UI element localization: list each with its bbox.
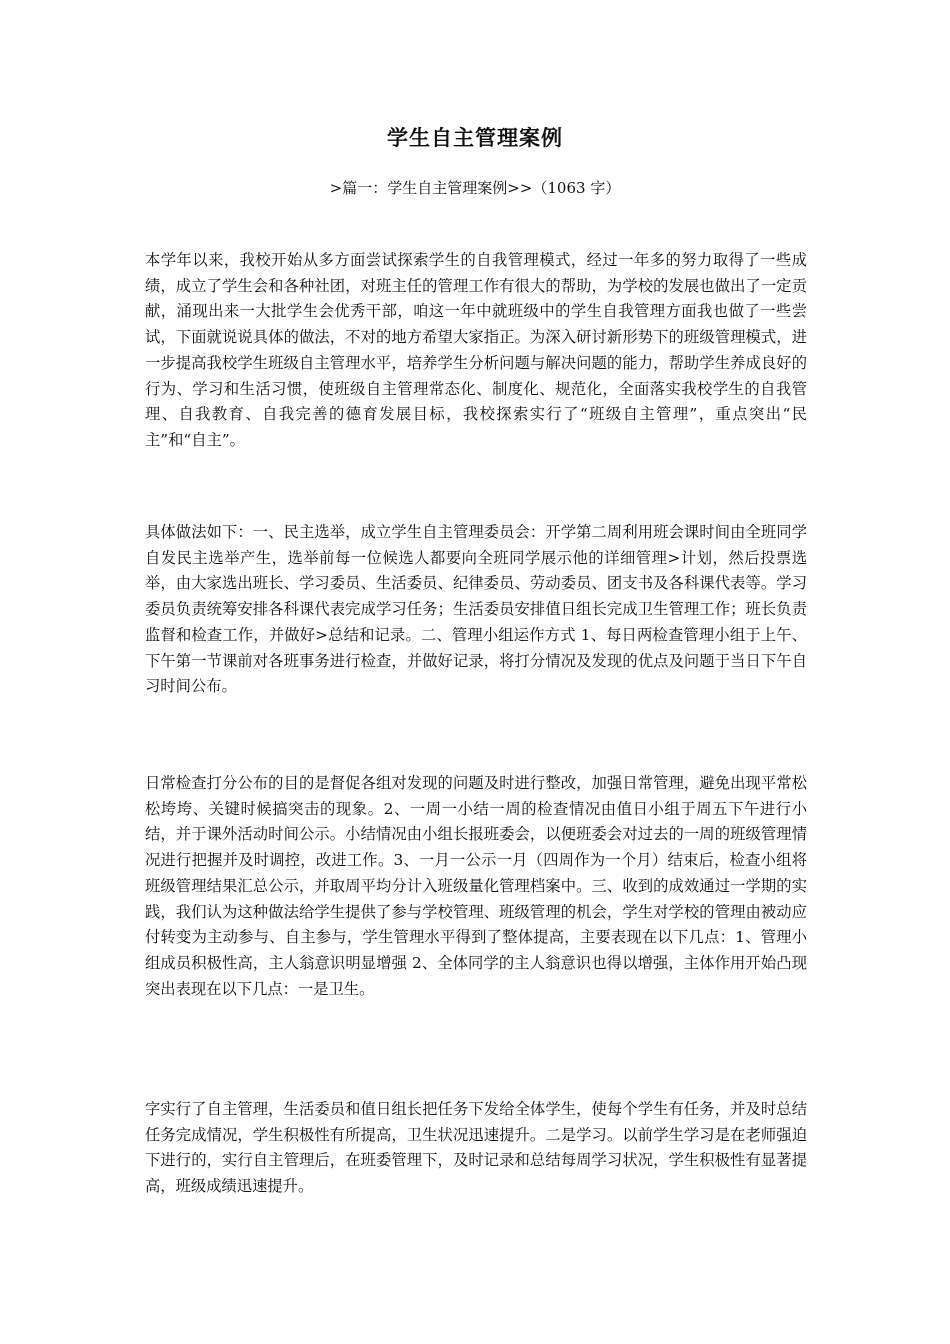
document-subtitle: >篇一：学生自主管理案例>>（1063 字） bbox=[329, 179, 621, 197]
body-paragraph: 日常检查打分公布的目的是督促各组对发现的问题及时进行整改，加强日常管理，避免出现平常松松垮垮、关键时候搞突击的现象。2、一周一小结一周的检查情况由值日小组于周五下午进行小结，并于课外活动时间公示。小结情况由小组长报班委会，以便班委会对过去的一周的班级管理情况进行把握并及时调控，改进工作。3、一月一公示一月（四周作为一个月）结束后，检查小组将班级管理结果汇总公示，并取周平均分计入班级量化管理档案中。三、收到的成效通过一学期的实践，我们认为这种做法给学生提供了参与学校管理、班级管理的机会，学生对学校的管理由被动应付转变为主动参与、自主参与，学生管理水平得到了整体提高，主要表现在以下几点：1、管理小组成员积极性高，主人翁意识明显增强 2、全体同学的主人翁意识也得以增强，主体作用开始凸现突出表现在以下几点：一是卫生。 bbox=[145, 774, 807, 998]
body-paragraph: 字实行了自主管理，生活委员和值日组长把任务下发给全体学生，使每个学生有任务，并及时总结任务完成情况，学生积极性有所提高，卫生状况迅速提升。二是学习。以前学生学习是在老师强迫下进行的，实行自主管理后，在班委管理下，及时记录和总结每周学习状况，学生积极性有显著提高，班级成绩迅速提升。 bbox=[145, 1100, 807, 1196]
body-paragraph: 本学年以来，我校开始从多方面尝试探索学生的自我管理模式，经过一年多的努力取得了一些成绩，成立了学生会和各种社团，对班主任的管理工作有很大的帮助，为学校的发展也做出了一定贡献，涌现出来一大批学生会优秀干部，咱这一年中就班级中的学生自我管理方面我也做了一些尝试，下面就说说具体的做法，不对的地方希望大家指正。为深入研讨新形势下的班级管理模式，进一步提高我校学生班级自主管理水平，培养学生分析问题与解决问题的能力，帮助学生养成良好的行为、学习和生活习惯，使班级自主管理常态化、制度化、规范化，全面落实我校学生的自我管理、自我教育、自我完善的德育发展目标，我校探索实行了“班级自主管理”，重点突出“民主”和“自主”。 bbox=[145, 251, 807, 449]
document-title: 学生自主管理案例 bbox=[387, 125, 563, 150]
body-paragraph: 具体做法如下：一、民主选举，成立学生自主管理委员会：开学第二周利用班会课时间由全班同学自发民主选举产生，选举前每一位候选人都要向全班同学展示他的详细管理>计划，然后投票选举，由大家选出班长、学习委员、生活委员、纪律委员、劳动委员、团支书及各科课代表等。学习委员负责统筹安排各科课代表完成学习任务；生活委员安排值日组长完成卫生管理工作；班长负责监督和检查工作，并做好>总结和记录。二、管理小组运作方式 1、每日两检查管理小组于上午、下午第一节课前对各班事务进行检查，并做好记录，将打分情况及发现的优点及问题于当日下午自习时间公布。 bbox=[145, 523, 807, 696]
